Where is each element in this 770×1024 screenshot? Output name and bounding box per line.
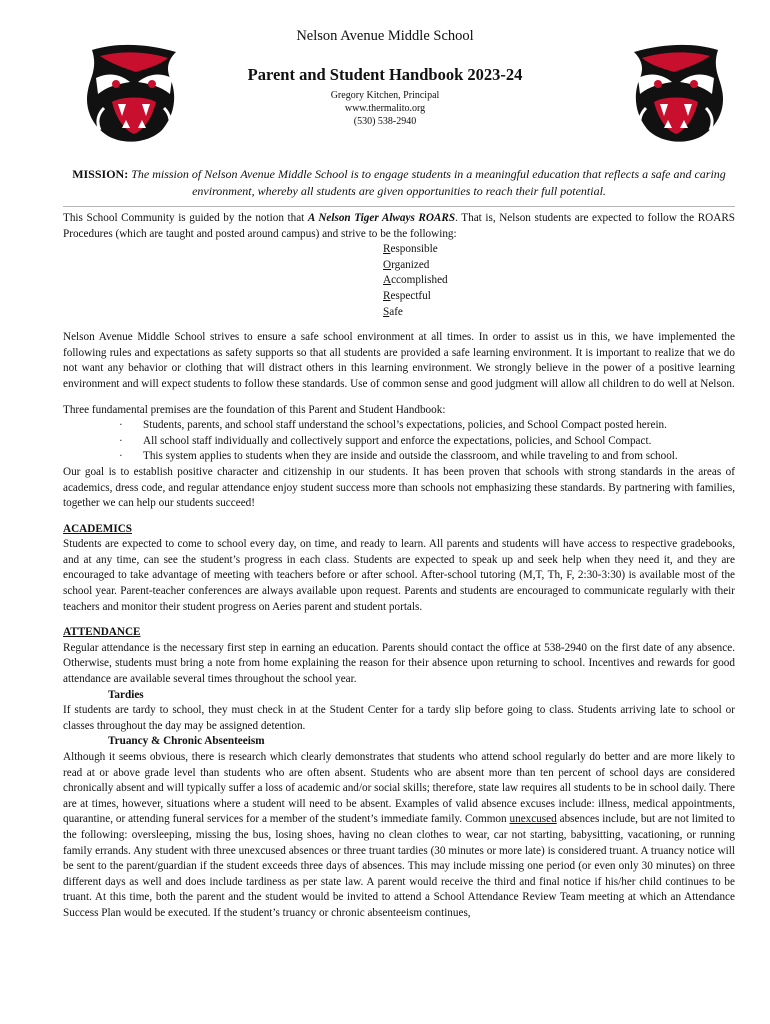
list-item [383, 305, 735, 321]
principal-name: Gregory Kitchen, Principal [330, 90, 440, 101]
spacer [63, 320, 735, 330]
phone-number: (530) 538-2940 [353, 116, 417, 127]
bullet-icon: · [119, 434, 123, 447]
roars-word: ccomplished [391, 274, 448, 287]
roars-word: afe [389, 305, 403, 318]
spacer [63, 615, 735, 625]
document-body [63, 211, 735, 922]
mission-text: The mission of Nelson Avenue Middle School is to engage students in a meaningful education that reflects a safe and caring environment, whereby all students are given opportunities to reach their full potential. [131, 167, 726, 198]
roars-word: esponsible [390, 243, 438, 256]
truancy-text-pre: Although it seems obvious, there is research which clearly demonstrates that students who attend school regularly do better and are more likely to read at or above grade level than students who are often absent. Students who are absent more than ten percent of school days are considered chronically absent and will typically suffer a loss of academic and/or social skills; therefore, state law requires all students to be in school daily. There are at times, however, situations where a student will need to be absent. Examples of valid absence excuses include: illness, medical appointments, quarantine, or attending funeral services for a member of the student’s immediate family. Common [63, 751, 735, 826]
premise-text: This system applies to students when they are inside and outside the classroom, and while traveling to and from school. [143, 450, 678, 463]
list-item [383, 273, 735, 289]
list-item [383, 242, 735, 258]
roars-letter: R [383, 243, 391, 256]
tardies-paragraph: If students are tardy to school, they must check in at the Student Center for a tardy slip before going to class. Students arriving late to school or classes throughout the day may be assigned detention. [63, 704, 735, 732]
page-title: Parent and Student Handbook 2023-24 [247, 65, 523, 84]
roars-list [383, 242, 735, 320]
goal-paragraph: Our goal is to establish positive character and citizenship in our students. It has been proven that schools with strong standards in the areas of academics, dress code, and regular attendance enjoy student success more than schools not emphasizing these standards. By partnering with families, together we can help our students succeed! [63, 465, 735, 510]
section-heading-academics: ACADEMICS [63, 522, 132, 535]
list-item [383, 258, 735, 274]
roars-word: espectful [390, 289, 431, 302]
roars-word: rganized [391, 258, 430, 271]
list-item [63, 418, 735, 434]
premise-text: Students, parents, and school staff understand the school’s expectations, policies, and School Compact posted herein. [143, 419, 667, 432]
divider [63, 206, 735, 207]
mission-label: MISSION: [72, 167, 129, 181]
list-item [63, 449, 735, 465]
motto: A Nelson Tiger Always ROARS [307, 212, 456, 224]
intro-paragraph [63, 211, 735, 242]
mission-statement [64, 166, 734, 200]
spacer [63, 393, 735, 403]
subheading-truancy: Truancy & Chronic Absenteeism [108, 735, 265, 748]
intro-text-pre: This School Community is guided by the notion that [63, 212, 308, 224]
roars-letter: O [383, 258, 392, 271]
premises-lead: Three fundamental premises are the foundation of this Parent and Student Handbook: [63, 403, 446, 416]
roars-letter: S [383, 305, 390, 318]
document-header [0, 26, 770, 128]
truancy-paragraph [63, 750, 735, 922]
website-link[interactable]: www.thermalito.org [344, 103, 426, 114]
subheading-tardies: Tardies [108, 688, 144, 701]
intro-text-post: . That is, Nelson students are expected to follow the ROARS Procedures (which are taught and posted around campus) and strive to be the following: [63, 212, 735, 240]
unexcused-term: unexcused [509, 813, 557, 826]
premise-text: All school staff individually and collectively support and enforce the expectations, policies, and School Compact. [143, 434, 652, 447]
roars-letter: R [383, 289, 391, 302]
attendance-paragraph: Regular attendance is the necessary first step in earning an education. Parents should contact the office at 538-2940 on the first date of any absence. Otherwise, students must bring a note from home explaining the reason for their absence upon returning to school. Incentives and rewards for good attendance are available several times throughout the school year. [63, 641, 735, 686]
academics-paragraph: Students are expected to come to school every day, on time, and ready to learn. All parents and students will have access to respective gradebooks, and at any time, can see the student’s progress in each class. Students are expected to speak up and seek help when they need it, and they are encouraged to take advantage of meeting with teachers before or after school. After-school tutoring (M,T, Th, F, 2:30-3:30) is available most of the school year. Parent-teacher conferences are always available upon request. Parents and students are encouraged to communicate regularly with their teachers and monitor their student progress on Aeries parent and student portals. [63, 538, 735, 613]
safety-paragraph: Nelson Avenue Middle School strives to ensure a safe school environment at all times. In order to assist us in this, we have implemented the following rules and expectations as safety supports so that all students are provided a safe learning environment. It is important to realize that we do not want any behavior or clothing that will distract others in this learning environment. We strongly believe in the power of a positive learning environment and will expect students to follow these standards. Use of common sense and good judgment will allow all children to do well at Nelson. [63, 331, 735, 390]
bullet-icon: · [119, 419, 123, 432]
list-item [63, 434, 735, 450]
school-name: Nelson Avenue Middle School [296, 28, 474, 44]
bullet-icon: · [119, 450, 123, 463]
list-item [383, 289, 735, 305]
roars-letter: A [383, 274, 392, 287]
section-heading-attendance: ATTENDANCE [63, 626, 141, 639]
truancy-text-post: absences include, but are not limited to the following: oversleeping, missing the bus, losing shoes, having no clean clothes to wear, car not starting, babysitting, vacationing, or running family errands. Any student with three unexcused absences or three truant tardies (30 minutes or more late) is considered truant. A truancy notice will be sent to the parent/guardian if the student exceeds three days of absences. This may include missing one period (or even only 30 minutes) on three different days as well and does include tardiness as per state law. A parent would receive the third and final notice if his/her child continues to be truant. At this time, both the parent and the student would be invited to attend a School Attendance Review Team meeting at which an Attendance Success Plan would be executed. If the student’s truancy or chronic absenteeism continues, [63, 813, 735, 919]
spacer [63, 512, 735, 522]
